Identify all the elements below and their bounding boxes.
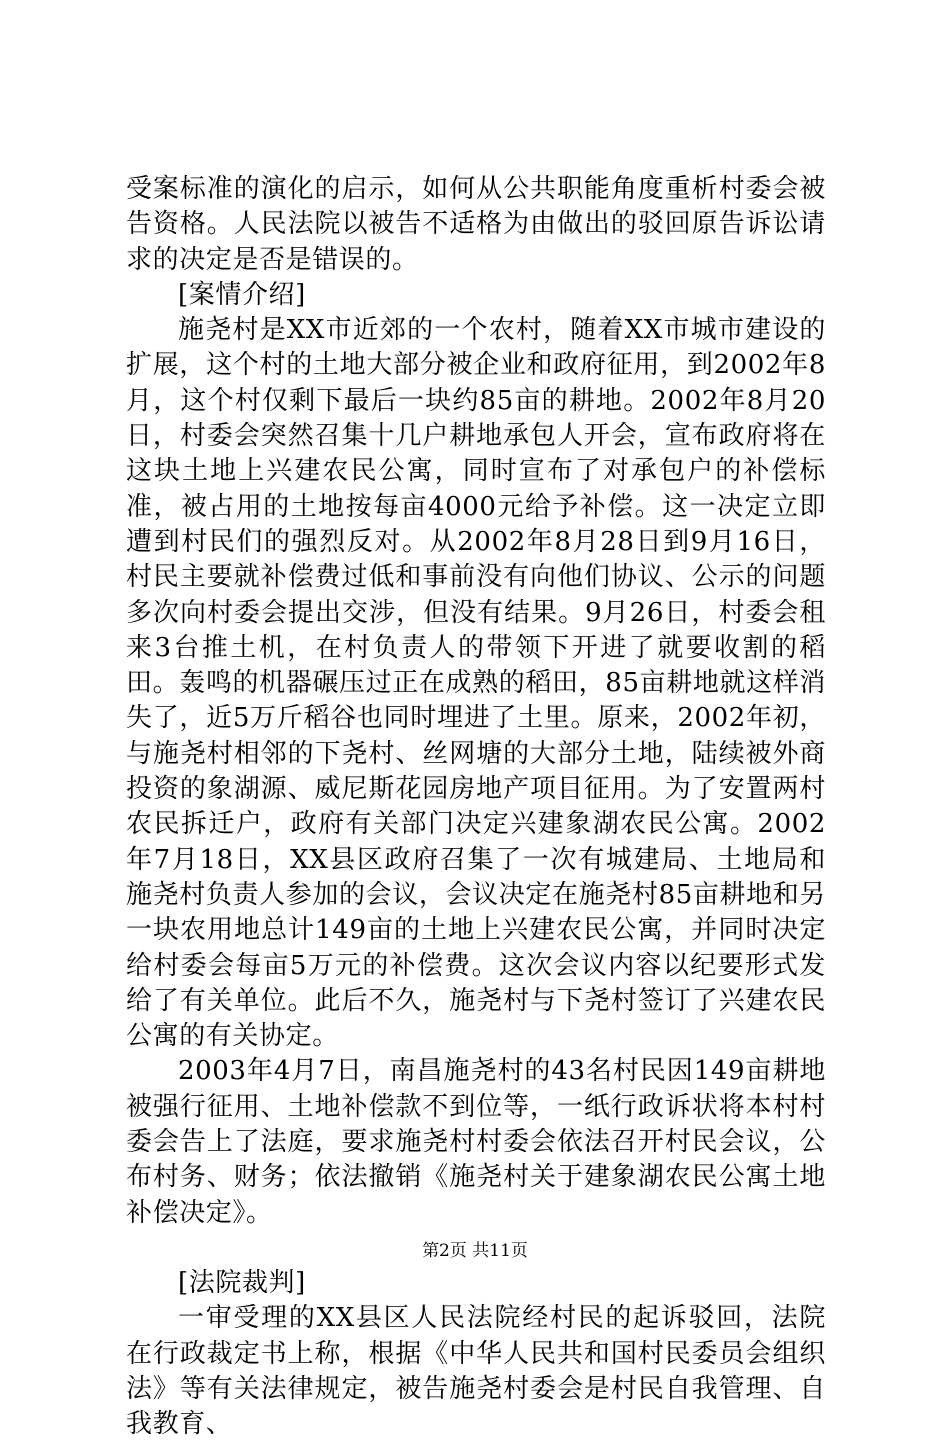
paragraph-case-facts: 施尧村是XX市近郊的一个农村，随着XX市城市建设的扩展，这个村的土地大部分被企业和政府征用，到2002年8月，这个村仅剩下最后一块约85亩的耕地。2002年8月20日，村委会突然召集十几户耕地承包人开会，宣布政府将在这块土地上兴建农民公寓，同时宣布了对承包户的补偿标准，被占用的土地按每亩4000元给予补偿。这一决定立即遭到村民们的强烈反对。从2002年8月28日到9月16日，村民主要就补偿费过低和事前没有向他们协议、公示的问题多次向村委会提出交涉，但没有结果。9月26日，村委会租来3台推土机，在村负责人的带领下开进了就要收割的稻田。轰鸣的机器碾压过正在成熟的稻田，85亩耕地就这样消失了，近5万斤稻谷也同时埋进了土里。原来，2002年初，与施尧村相邻的下尧村、丝网塘的大部分土地，陆续被外商投资的象湖源、威尼斯花园房地产项目征用。为了安置两村农民拆迁户，政府有关部门决定兴建象湖农民公寓。2002年7月18日，XX县区政府召集了一次有城建局、土地局和施尧村负责人参加的会议，会议决定在施尧村85亩耕地和另一块农用地总计149亩的土地上兴建农民公寓，并同时决定给村委会每亩5万元的补偿费。这次会议内容以纪要形式发给了有关单位。此后不久，施尧村与下尧村签订了兴建农民公寓的有关协定。 [126, 315, 826, 1052]
section-heading-court-ruling: [法院裁判] [178, 1267, 306, 1298]
paragraph-lawsuit: 2003年4月7日，南昌施尧村的43名村民因149亩耕地被强行征用、土地补偿款不到位等，一纸行政诉状将本村村委会告上了法庭，要求施尧村村委会依法召开村民会议，公布村务、财务；依法撤销《施尧村关于建象湖农民公寓土地补偿决定》。 [126, 1056, 826, 1228]
section-heading-case-intro: [案情介绍] [178, 279, 306, 310]
paragraph-intro-continued: 受案标准的演化的启示，如何从公共职能角度重析村委会被告资格。人民法院以被告不适格为由做出的驳回原告诉讼请求的决定是否是错误的。 [126, 174, 826, 275]
page-footer: 第2页 共11页 [422, 1241, 528, 1261]
paragraph-court-ruling: 一审受理的XX县区人民法院经村民的起诉驳回，法院在行政裁定书上称，根据《中华人民共和国村民委员会组织法》等有关法律规定，被告施尧村委会是村民自我管理、自我教育、 [126, 1303, 826, 1440]
